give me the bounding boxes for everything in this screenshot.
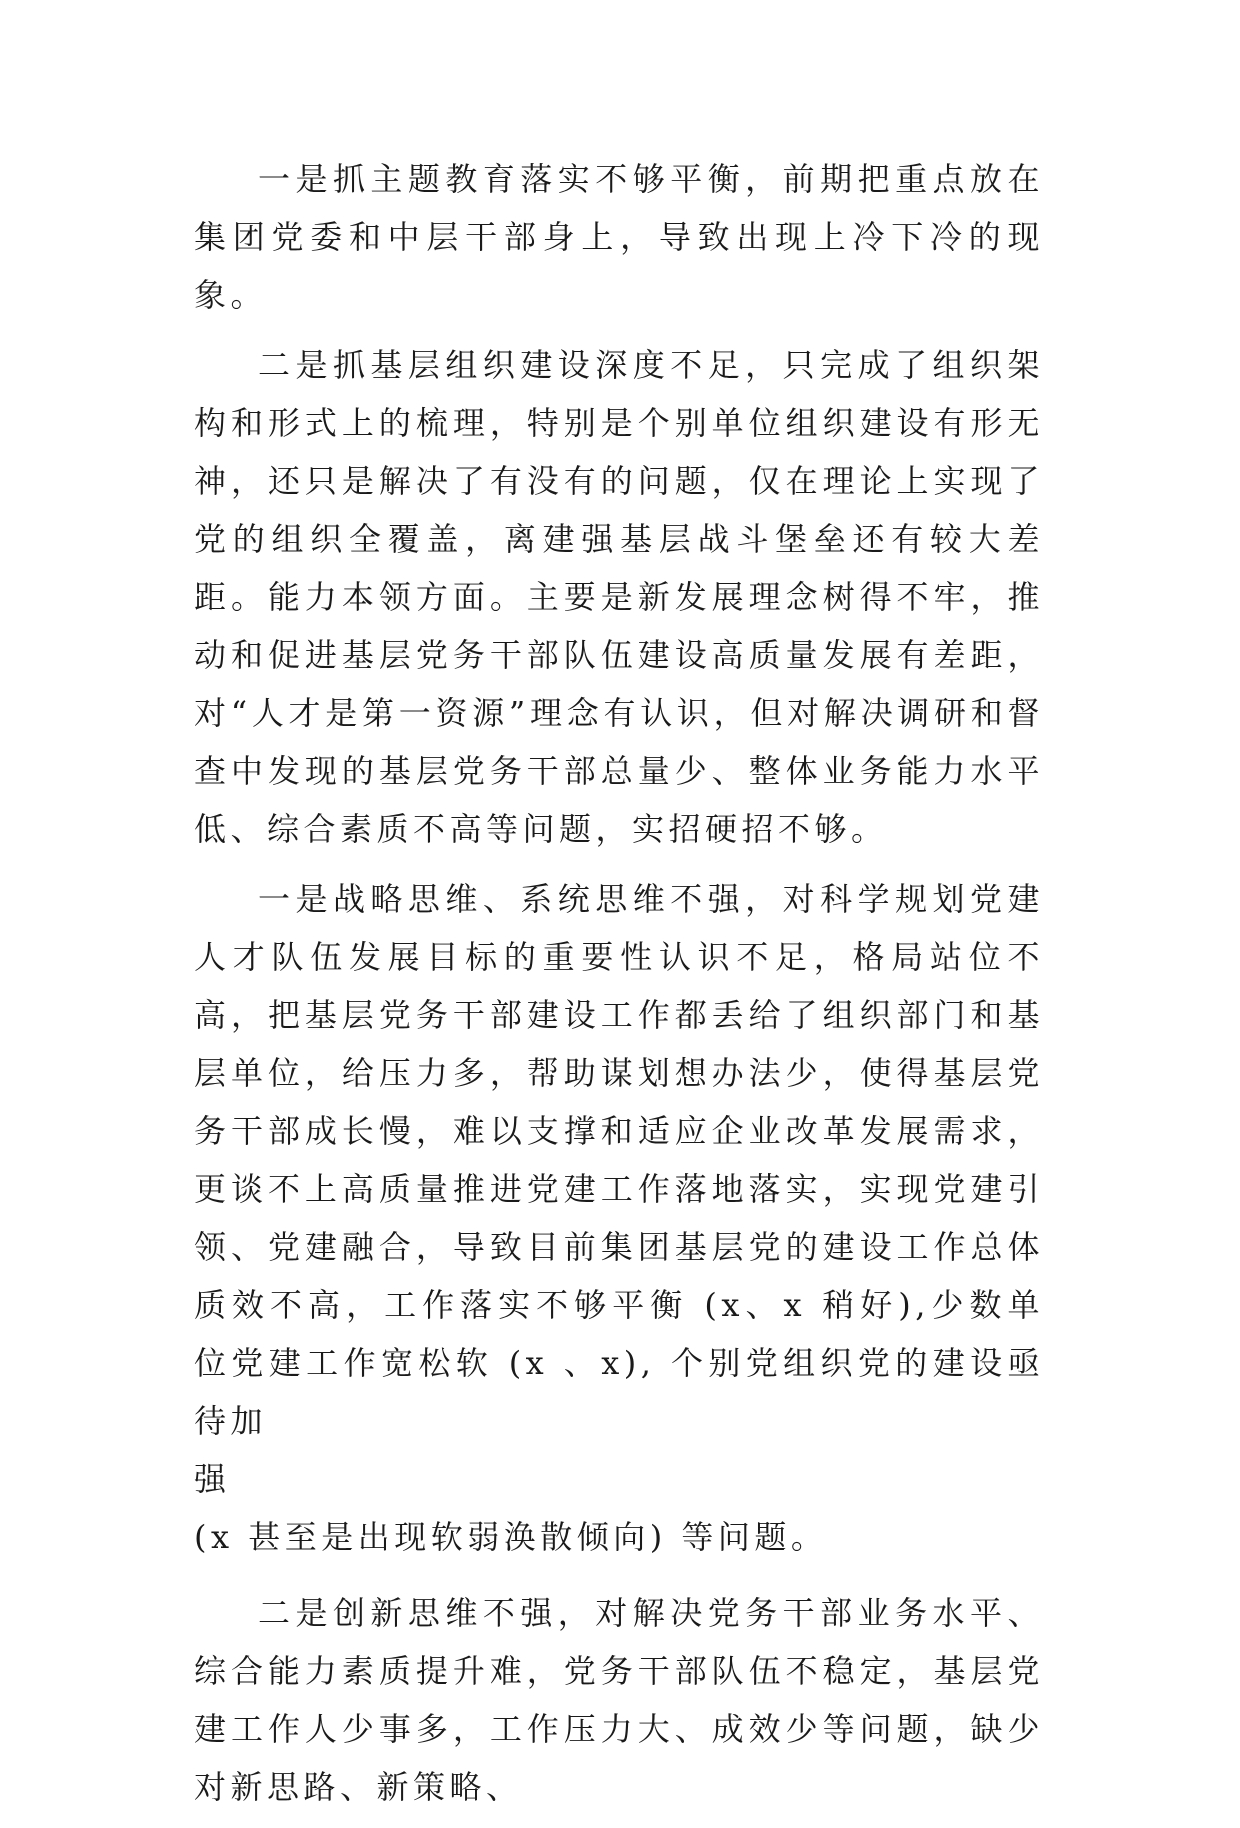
document-body xyxy=(194,150,1044,1828)
paragraph-4: 二是创新思维不强，对解决党务干部业务水平、综合能力素质提升难，党务干部队伍不稳定，基层党建工作人少事多，工作压力大、成效少等问题，缺少对新思路、新策略、 xyxy=(194,1594,1044,1806)
paragraph-3-continuation: 强 xyxy=(194,1460,231,1498)
paragraph-1: 一是抓主题教育落实不够平衡，前期把重点放在集团党委和中层干部身上，导致出现上冷下冷的现象。 xyxy=(194,160,1044,314)
paragraph-2: 二是抓基层组织建设深度不足，只完成了组织架构和形式上的梳理，特别是个别单位组织建设有形无神，还只是解决了有没有的问题，仅在理论上实现了党的组织全覆盖，离建强基层战斗堡垒还有较大差距。能力本领方面。主要是新发展理念树得不牢，推动和促进基层党务干部队伍建设高质量发展有差距，对“人才是第一资源”理念有认识，但对解决调研和督查中发现的基层党务干部总量少、整体业务能力水平低、综合素质不高等问题，实招硬招不够。 xyxy=(194,346,1044,848)
paragraph-3-tail: (x 甚至是出现软弱涣散倾向) 等问题。 xyxy=(194,1518,828,1556)
paragraph-3: 一是战略思维、系统思维不强，对科学规划党建人才队伍发展目标的重要性认识不足，格局站位不高，把基层党务干部建设工作都丢给了组织部门和基层单位，给压力多，帮助谋划想办法少，使得基层党务干部成长慢，难以支撑和适应企业改革发展需求，更谈不上高质量推进党建工作落地落实，实现党建引领、党建融合，导致目前集团基层党的建设工作总体质效不高，工作落实不够平衡 (x、x 稍好),少数单位党建工作宽松软 (x 、x), 个别党组织党的建设亟待加 xyxy=(194,880,1044,1440)
